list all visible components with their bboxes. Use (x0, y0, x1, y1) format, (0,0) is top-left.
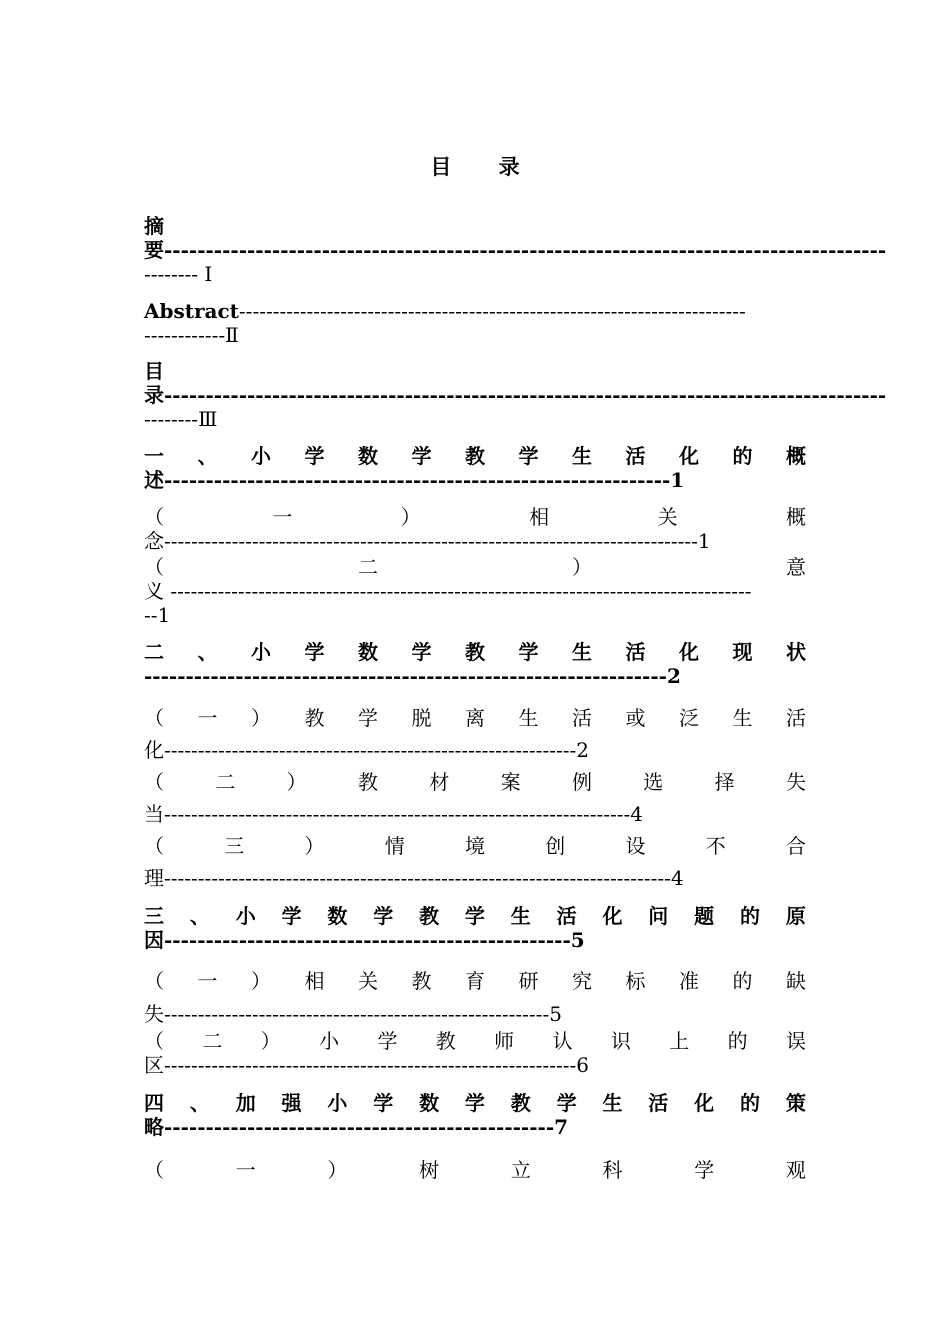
ch3-s1-char: 一 (197, 969, 218, 993)
ch3-char: 问 (648, 904, 669, 928)
ch2-s3-char: 三 (224, 834, 245, 858)
toc-ch1-s1-title[interactable] (144, 505, 806, 529)
ch1-char: 教 (465, 444, 485, 468)
ch1-s1-char: ） (400, 505, 421, 529)
toc-ch2-s2-leader[interactable]: 当---------------------------------------------------------------------4 (144, 802, 644, 826)
ch3-char: 生 (510, 904, 531, 928)
ch2-s3-char: 情 (384, 834, 405, 858)
toc-contents-page[interactable]: --------Ⅲ (144, 407, 218, 431)
ch2-s1-char: 一 (197, 706, 218, 730)
ch1-char: 、 (197, 444, 218, 468)
toc-contents-line-2[interactable] (144, 383, 887, 407)
ch3-char: 教 (419, 904, 440, 928)
ch1-s2-char: 意 (786, 555, 806, 579)
ch2-s1-char: 活 (572, 706, 592, 730)
ch2-s1-char: 生 (732, 706, 753, 730)
page-title: 目 录 (430, 154, 540, 179)
toc-ch3-s1-leader[interactable]: 失---------------------------------------------------------5 (144, 1002, 562, 1026)
ch3-char: 、 (189, 904, 210, 928)
toc-contents-line-1: 目 (144, 359, 164, 383)
ch1-s1-char: （ (144, 505, 164, 529)
toc-ch3-title[interactable] (144, 904, 806, 928)
ch4-char: 、 (189, 1091, 210, 1115)
ch2-s2-char: 例 (571, 770, 592, 794)
ch4-char: 学 (373, 1091, 394, 1115)
ch3-s2-char: 上 (669, 1029, 690, 1053)
ch2-s1-char: 泛 (679, 706, 699, 730)
ch4-char: 加 (235, 1091, 256, 1115)
ch3-char: 学 (281, 904, 302, 928)
ch2-s2-char: ） (286, 770, 307, 794)
toc-ch2-s1-leader[interactable]: 化-------------------------------------------------------------2 (144, 738, 589, 762)
toc-abstract-cn-page[interactable]: -------- Ⅰ (144, 262, 213, 286)
ch2-s1-char: 生 (518, 706, 539, 730)
ch4-char: 学 (556, 1091, 577, 1115)
ch2-s2-char: 二 (215, 770, 236, 794)
ch3-s2-char: 小 (319, 1029, 340, 1053)
ch3-s1-char: 准 (679, 969, 699, 993)
ch4-char: 数 (419, 1091, 440, 1115)
ch1-char: 一 (144, 444, 164, 468)
ch3-char: 的 (739, 904, 760, 928)
ch4-char: 四 (144, 1091, 164, 1115)
ch1-char: 概 (786, 444, 806, 468)
ch4-s1-char: （ (144, 1158, 164, 1182)
ch4-s1-char: 一 (235, 1158, 256, 1182)
ch2-s2-char: 案 (500, 770, 521, 794)
ch3-s1-char: 究 (572, 969, 592, 993)
ch3-s1-char: 缺 (786, 969, 806, 993)
ch3-s1-char: 教 (411, 969, 432, 993)
ch2-char: 学 (518, 640, 539, 664)
ch4-char: 学 (464, 1091, 485, 1115)
toc-ch1-title[interactable] (144, 444, 806, 468)
ch1-s2-char: 二 (358, 555, 378, 579)
ch2-s2-char: 选 (643, 770, 664, 794)
ch1-s1-char: 关 (657, 505, 678, 529)
toc-ch4-leader[interactable]: 略-----------------------------------------------7 (144, 1115, 569, 1139)
ch2-char: 小 (251, 640, 271, 664)
ch2-char: 现 (732, 640, 753, 664)
ch3-char: 活 (556, 904, 577, 928)
ch1-char: 化 (679, 444, 699, 468)
ch2-s3-char: 设 (625, 834, 646, 858)
toc-ch1-leader[interactable]: 述-------------------------------------------------------------1 (144, 468, 685, 492)
ch2-char: 、 (197, 640, 218, 664)
ch2-s2-char: 材 (429, 770, 450, 794)
ch3-s1-char: 标 (625, 969, 646, 993)
ch4-char: 的 (739, 1091, 760, 1115)
ch4-s1-char: 学 (694, 1158, 715, 1182)
ch2-s1-char: 教 (304, 706, 325, 730)
toc-ch3-leader[interactable]: 因-------------------------------------------------5 (144, 928, 585, 952)
ch3-s1-char: ） (251, 969, 271, 993)
ch2-s2-char: 失 (785, 770, 806, 794)
ch2-char: 生 (572, 640, 592, 664)
ch1-char: 学 (518, 444, 539, 468)
ch1-char: 数 (358, 444, 378, 468)
ch4-char: 教 (510, 1091, 531, 1115)
ch2-s3-char: 不 (705, 834, 726, 858)
ch2-char: 二 (144, 640, 164, 664)
toc-ch3-s1-title[interactable] (144, 969, 806, 993)
ch3-s1-char: 相 (304, 969, 325, 993)
toc-abstract-en-line-1[interactable] (144, 299, 806, 323)
ch4-char: 生 (602, 1091, 623, 1115)
ch2-s1-char: 或 (625, 706, 646, 730)
ch3-char: 数 (327, 904, 348, 928)
ch2-s1-char: 学 (358, 706, 378, 730)
toc-ch2-title[interactable] (144, 640, 806, 664)
ch3-s2-char: 识 (610, 1029, 631, 1053)
ch3-s2-char: 二 (202, 1029, 223, 1053)
toc-ch1-s1-leader[interactable]: 念-------------------------------------------------------------------------------1 (144, 529, 711, 553)
ch1-s1-char: 相 (529, 505, 550, 529)
ch3-char: 学 (464, 904, 485, 928)
ch2-s1-char: ） (251, 706, 271, 730)
ch1-s2-char: （ (144, 555, 164, 579)
toc-contents-label: 录--------------------------------------------------------------------------------------- (144, 383, 887, 407)
toc-abstract-cn-label: 要--------------------------------------------------------------------------------------- (144, 238, 887, 262)
ch3-char: 三 (144, 904, 164, 928)
ch1-s1-char: 一 (272, 505, 293, 529)
ch4-s1-char: ） (327, 1158, 348, 1182)
ch4-char: 小 (327, 1091, 348, 1115)
ch2-s1-char: 离 (465, 706, 485, 730)
toc-ch2-s2-title[interactable] (144, 770, 806, 794)
ch3-s2-char: 师 (494, 1029, 515, 1053)
ch2-s3-char: ） (304, 834, 325, 858)
ch3-char: 原 (785, 904, 806, 928)
toc-abstract-en-leader: --------------------------------------------------------------------------- (238, 299, 746, 323)
ch1-char: 小 (251, 444, 271, 468)
ch2-s3-char: 合 (786, 834, 806, 858)
ch4-s1-char: 树 (419, 1158, 440, 1182)
ch2-char: 数 (358, 640, 378, 664)
ch2-s3-char: （ (144, 834, 164, 858)
ch1-char: 活 (625, 444, 646, 468)
toc-ch4-s1-title[interactable] (144, 1158, 806, 1182)
ch3-s2-char: （ (144, 1029, 164, 1053)
ch1-char: 的 (732, 444, 753, 468)
ch2-s3-char: 境 (465, 834, 485, 858)
ch3-s2-char: 学 (377, 1029, 398, 1053)
ch4-char: 策 (785, 1091, 806, 1115)
ch2-char: 状 (786, 640, 806, 664)
ch2-char: 教 (465, 640, 485, 664)
ch3-s2-char: 的 (727, 1029, 748, 1053)
toc-ch1-s2-leader[interactable]: 义 -------------------------------------------------------------------------------------- (144, 579, 752, 603)
ch1-s2-char: ） (572, 555, 592, 579)
toc-ch1-s2-page[interactable]: --1 (144, 603, 171, 627)
toc-ch1-s2-title[interactable] (144, 555, 806, 579)
ch1-char: 学 (304, 444, 325, 468)
toc-abstract-cn-line-2[interactable] (144, 238, 887, 262)
ch1-char: 生 (572, 444, 592, 468)
toc-abstract-en-page[interactable]: ------------Ⅱ (144, 323, 239, 347)
ch4-char: 活 (648, 1091, 669, 1115)
ch2-char: 活 (625, 640, 646, 664)
ch2-char: 学 (304, 640, 325, 664)
toc-ch2-s1-title[interactable] (144, 706, 806, 730)
ch4-s1-char: 科 (602, 1158, 623, 1182)
ch3-s1-char: 关 (358, 969, 378, 993)
toc-abstract-en-label: Abstract (144, 299, 239, 323)
toc-ch2-s3-title[interactable] (144, 834, 806, 858)
ch2-s1-char: （ (144, 706, 164, 730)
ch3-s1-char: （ (144, 969, 164, 993)
ch3-s2-char: 认 (552, 1029, 573, 1053)
toc-ch4-title[interactable] (144, 1091, 806, 1115)
ch4-s1-char: 观 (785, 1158, 806, 1182)
ch3-s2-char: 教 (435, 1029, 456, 1053)
ch1-s1-char: 概 (785, 505, 806, 529)
ch2-s2-char: （ (144, 770, 164, 794)
ch3-char: 题 (694, 904, 715, 928)
ch2-s1-char: 脱 (411, 706, 432, 730)
toc-abstract-cn-line-1: 摘 (144, 214, 164, 238)
ch2-char: 化 (679, 640, 699, 664)
ch1-char: 学 (411, 444, 432, 468)
ch3-s2-char: 误 (785, 1029, 806, 1053)
ch3-s1-char: 育 (465, 969, 485, 993)
ch3-s2-char: ） (260, 1029, 281, 1053)
ch2-char: 学 (411, 640, 432, 664)
ch2-s2-char: 择 (714, 770, 735, 794)
ch3-char: 化 (602, 904, 623, 928)
toc-ch2-s3-leader[interactable]: 理---------------------------------------------------------------------------4 (144, 866, 684, 890)
ch4-char: 强 (281, 1091, 302, 1115)
toc-ch3-s2-leader[interactable]: 区-------------------------------------------------------------6 (144, 1053, 589, 1077)
ch3-s1-char: 的 (732, 969, 753, 993)
ch3-char: 学 (373, 904, 394, 928)
toc-ch2-leader[interactable]: ---------------------------------------------------------------2 (144, 664, 681, 688)
toc-ch3-s2-title[interactable] (144, 1029, 806, 1053)
ch2-s3-char: 创 (545, 834, 566, 858)
ch2-s2-char: 教 (357, 770, 378, 794)
ch3-s1-char: 研 (518, 969, 539, 993)
ch4-char: 化 (694, 1091, 715, 1115)
ch2-s1-char: 活 (786, 706, 806, 730)
ch4-s1-char: 立 (510, 1158, 531, 1182)
ch3-char: 小 (235, 904, 256, 928)
